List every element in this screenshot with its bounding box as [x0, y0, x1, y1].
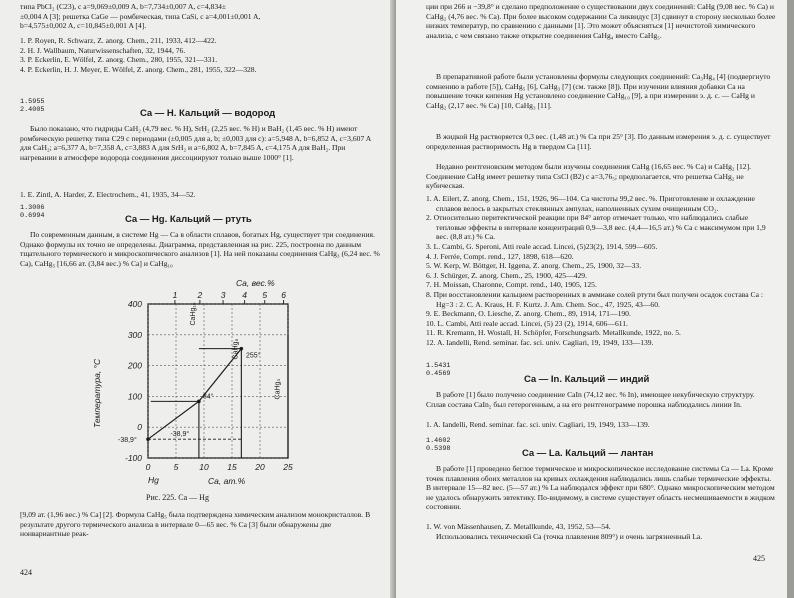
udc-line: 2.4005 — [20, 106, 45, 114]
right-page — [396, 0, 794, 598]
paragraph-right-top — [426, 2, 776, 40]
left-page — [0, 0, 396, 598]
text-line: ±0,004 A [3]; решетка CaGe — ромбическая, типа CaSi, с a=4,001±0,001 A, — [20, 11, 261, 21]
reference-item: 5. W. Kerp, W. Böttger, H. Iggena, Z. anorg. Chem., 25, 1900, 32—33. — [426, 261, 642, 271]
x-axis-top-label: Ca, вес.% — [236, 278, 275, 288]
x-tick-label: 10 — [199, 462, 209, 472]
section-heading-ca-h: Ca — H. Кальций — водород — [140, 108, 276, 119]
y-tick-label: 100 — [127, 391, 142, 402]
temperature-annotation: -38,9° — [170, 431, 190, 439]
paragraph-right-4 — [426, 162, 776, 191]
reference-item: 3. P. Eckerlin, E. Wölfel, Z. anorg. Chem., 280, 1955, 321—331. — [20, 55, 218, 65]
udc-code-h — [20, 98, 44, 114]
x-tick-label: 0 — [145, 462, 151, 472]
y-tick-label: -100 — [124, 453, 142, 463]
paragraph-text: ции при 266 и −39,8° и сделано предположение о существовании двух соединений: CaHg (9,08 вес. % Ca) и CaHg₂ (4,76 вес. % Ca). При более высоком содержании Ca ликвидус [3] сдвинут в сторону несколько более низких температур, по сравнению с данными [1]. Это может объясняться [1] нечистотой химического анализа, с чем связано также открытие соединения CaHg₄ вместо CaHg₅. — [426, 2, 776, 40]
paragraph-ca-la — [426, 464, 776, 512]
paragraph-text: По современным данным, в системе Hg — Ca в области сплавов, богатых Hg, существует три соединения. Однако формулы их точно не определены. Диаграмма, представленная на рис. 225, построена по данным тщательного термического и микроскопического анализов [1]. На ней показаны соединения CaHg₃ (6,24 вес. % Ca), CaHg₅ [16,66 ат. (3,84 вес.) % Ca] и CaHg₁₀ — [20, 230, 380, 268]
page-edge — [787, 0, 794, 598]
left-top-lines — [20, 2, 380, 31]
paragraph-text: В препаративной работе были установлены формулы следующих соединений: Ca₃Hg₄ [4] (подвергнуто сомнению в работе [5]), CaHg₅ [6], CaHg₃ [7] (см. также [8]). При изучении влияния добавки Ca на повышение точки кипения Hg установлено соединение CaHg₁₀ [9], а при измерении э. д. с. — CaHg и CaHg₂ (2,17 вес. % Ca) [10, CaHg₃ [11]. — [426, 72, 771, 110]
reference-item: 1. A. Eilert, Z. anorg. Chem., 151, 1926, 96—104. Ca чистоты 99,2 вес. %. Приготовление и охлаждение сплавов велось в закрытых стеклянных ампулах, наполненных сухим очищенным CO₂. — [426, 194, 755, 213]
page-number-right: 425 — [753, 554, 765, 563]
x-top-tick-label: 3 — [220, 290, 226, 300]
reference-item: 2. Относительно перитектической реакции при 84° автор отмечает только, что наблюдались слабые тепловые эффекты в интервале концентраций 0,9—3,8 вес. (4,4—16,5 ат.) % Ca с максимумом при 1,9 вес. (8,8 ат.) % Ca. — [426, 213, 766, 242]
page-number-left: 424 — [20, 568, 32, 577]
x-top-tick-label: 6 — [281, 290, 286, 300]
reference-item: 1. P. Royen, R. Schwarz, Z. anorg. Chem., 211, 1933, 412—422. — [20, 36, 217, 45]
reference-ca-in — [426, 420, 776, 430]
x-top-tick-label: 5 — [262, 290, 268, 300]
udc-line: 1.3006 — [20, 204, 45, 212]
reference-ca-h — [20, 190, 382, 200]
paragraph-right-3 — [426, 132, 776, 151]
paragraph-ca-hg — [20, 230, 382, 268]
paragraph-text: В работе [1] проведено беглое термическое и микроскопическое исследование системы Ca — La. Кроме точек плавления обоих металлов на кривых охлаждения наблюдались лишь слабые термические эффекты. В интервале 15—82 вес. (5—57 ат.) % La наблюдался эффект при 680°. Однако микроскопическим методом не удалось обнаружить эвтектику. По-видимому, в системе существует область несмешиваемости в жидком состоянии. — [426, 464, 775, 512]
references-ca-hg — [426, 194, 776, 348]
section-heading-ca-la: Ca — La. Кальций — лантан — [522, 448, 654, 459]
y-tick-label: 0 — [137, 422, 142, 433]
udc-line: 0.4569 — [426, 370, 451, 378]
temperature-annotation: 255° — [246, 352, 261, 360]
phase-label: CaHg₅ — [232, 338, 240, 360]
reference-item: 12. A. Iandelli, Rend. seminar. fac. sci. univ. Cagliari, 19, 1949, 133—139. — [426, 337, 654, 347]
udc-line: 0.5398 — [426, 445, 451, 453]
udc-line: 1.5431 — [426, 362, 451, 370]
reference-item: 2. H. J. Wallbaum, Naturwissenschaften, 32, 1944, 76. — [20, 45, 186, 55]
reference-item: 1. E. Zintl, A. Harder, Z. Electrochem., 41, 1935, 34—52. — [20, 190, 196, 199]
udc-line: 1.5955 — [20, 98, 45, 106]
x-tick-label: 5 — [173, 462, 179, 472]
paragraph-ca-in — [426, 390, 776, 409]
udc-code-hg — [20, 204, 44, 220]
reference-item: 10. L. Cambi, Atti reale accad. Lincei, (5) 23 (2), 1914, 606—611. — [426, 318, 628, 328]
phase-label: CaHg₁₀ — [189, 302, 197, 326]
text-line: b=4,575±0,002 A, c=10,845±0,001 A [4]. — [20, 21, 147, 31]
temperature-annotation: -38,9° — [118, 437, 137, 445]
reference-item: 11. R. Kremann, H. Wostall, H. Schöpfer, Forschungsarb. Metallkunde, 1922, no. 5. — [426, 328, 681, 338]
x-tick-label: 20 — [255, 462, 265, 472]
y-tick-label: 200 — [127, 360, 142, 371]
reference-item: 6. J. Schürger, Z. anorg. Chem., 25, 1900, 425—429. — [426, 270, 587, 280]
reference-item: 1. A. Iandelli, Rend. seminar. fac. sci. univ. Cagliari, 19, 1949, 133—139. — [426, 420, 650, 429]
paragraph-text: [9,09 ат. (1,96 вес.) % Ca] [2]. Формула CaHg₅ была подтверждена химическим анализом монокристаллов. В результате другого термического анализа в интервале 0—65 вес. % Ca [3] были обнаружены две нонвариантные реак- — [20, 510, 371, 539]
paragraph-text: Недавно рентгеновским методом были изучены соединения CaHg (16,65 вес. % Ca) и CaHg₂ [12]. Соединение CaHg имеет решетку типа CsCl (B2) с a=3,76₅; предполагается, что решетка CaHg₂ не кубическая. — [426, 162, 752, 191]
figure-caption: Рис. 225. Ca — Hg — [146, 493, 209, 502]
udc-line: 0.6994 — [20, 212, 45, 220]
x-top-tick-label: 2 — [197, 290, 203, 300]
section-heading-ca-hg: Ca — Hg. Кальций — ртуть — [125, 214, 252, 225]
reference-item: 1. W. von Mässenhausen, Z. Metallkunde, 43, 1952, 53—54. — [426, 522, 611, 531]
reference-item: 7. H. Moissan, Charonne, Compt. rend., 140, 1905, 125. — [426, 280, 597, 290]
x-top-tick-label: 1 — [172, 290, 178, 300]
x-axis-bottom-label: Ca, ат.% — [208, 476, 246, 486]
paragraph-text: В работе [1] было получено соединение CaIn (74,12 вес. % In), имеющее некубическую структуру. Сплав состава CaIn₂ был гетерогенным, а на его рентгенограмме порошка наблюдались линии In. — [426, 390, 755, 409]
y-tick-label: 300 — [127, 329, 142, 340]
x-tick-label: 25 — [283, 462, 293, 472]
reference-item: 3. L. Cambi, G. Speroni, Atti reale accad. Lincei, (5)23(2), 1914, 599—605. — [426, 241, 658, 251]
paragraph-ca-h — [20, 124, 382, 162]
left-refs-top — [20, 36, 382, 74]
udc-code-in — [426, 362, 450, 378]
reference-item: 8. При восстановлении кальцием растворенных в аммиаке солей ртути был получен осадок состава Ca : Hg=3 : 2. C. A. Kraus, H. F. Kurtz. J. Am. Chem. Soc., 47, 1925, 43—60. — [426, 289, 763, 309]
reference-note: Использовались технический Ca (точка плавления 809°) и очень загрязненный La. — [436, 531, 703, 541]
paragraph-ca-hg-cont — [20, 510, 382, 539]
x-tick-label: 15 — [227, 462, 237, 472]
paragraph-text: Было показано, что гидриды CaH₂ (4,79 вес. % H), SrH₂ (2,25 вес. % H) и BaH₂ (1,45 вес. % H) имеют ромбическую решетку типа C29 с периодами (±0,005 для a, b; ±0,003 для c): a=5,948 A, b=6,852 A, c=3,607 A для CaH₂; a=6,377 A, b=7,358 A, c=3,883 A для SrH₂ и a=6,802 A, b=7,845 A, c=4,175 A для BaH₂. При нагревании в атмосфере водорода соединения диссоциируют только выше 1000° [1]. — [20, 124, 371, 162]
x-top-tick-label: 4 — [242, 290, 247, 300]
temperature-annotation: 84° — [202, 393, 214, 401]
reference-item: 4. J. Ferrée, Compt. rend., 127, 1898, 618—620. — [426, 251, 574, 261]
text-line: типа PbCl₂ (C23), с a=9,069±0,009 A, b=7,734±0,007 A, c=4,834± — [20, 2, 227, 11]
udc-code-la — [426, 437, 450, 453]
plot-frame — [148, 304, 288, 458]
phase-label: CaHg₃ — [274, 378, 282, 400]
udc-line: 1.4602 — [426, 437, 451, 445]
x-axis-end-label: Hg — [148, 475, 159, 485]
paragraph-text: В жидкой Hg растворяется 0,3 вес. (1,48 ат.) % Ca при 25° [3]. По данным измерения э. д. с. существует определенная растворимость Hg в твердом Ca [11]. — [426, 132, 771, 151]
reference-ca-la — [426, 522, 776, 541]
phase-diagram-ca-hg — [88, 278, 338, 490]
section-heading-ca-in: Ca — In. Кальций — индий — [524, 374, 650, 385]
liquidus-line — [148, 349, 241, 440]
y-axis-label: Температура, °C — [92, 358, 102, 428]
reference-item: 9. E. Beckmann, O. Liesche, Z. anorg. Chem., 89, 1914, 171—190. — [426, 309, 631, 319]
y-tick-label: 400 — [127, 299, 142, 309]
reference-item: 4. P. Eckerlin, H. J. Meyer, E. Wölfel, Z. anorg. Chem., 281, 1955, 322—328. — [20, 64, 257, 74]
paragraph-right-2 — [426, 72, 776, 110]
